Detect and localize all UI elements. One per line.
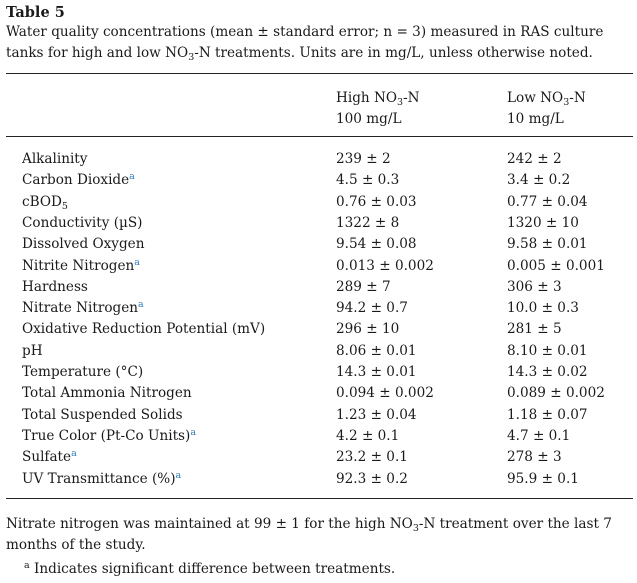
row-label	[22, 341, 43, 362]
cell-low: 8.10 ± 0.01	[507, 343, 588, 359]
cell-low: 95.9 ± 0.1	[507, 471, 579, 487]
row-label-text: Nitrite Nitrogen	[22, 258, 135, 274]
footnote-marker[interactable]: a	[175, 470, 182, 481]
cell-high: 94.2 ± 0.7	[336, 300, 408, 316]
cell-high: 296 ± 10	[336, 321, 400, 337]
row-label-text: Oxidative Reduction Potential (mV)	[22, 321, 266, 337]
row-label-text: UV Transmittance (%)	[22, 471, 176, 487]
cell-low: 14.3 ± 0.02	[507, 364, 588, 380]
row-label	[22, 149, 87, 170]
cell-high: 239 ± 2	[336, 151, 391, 167]
column-name: High NO	[336, 90, 398, 106]
note-part: Nitrate nitrogen was maintained at 99 ± 1 for the high NO	[6, 516, 413, 532]
cell-low: 10.0 ± 0.3	[507, 300, 579, 316]
note-part: -N treatment over the last 7 months of the study.	[6, 516, 612, 553]
row-label-text: Carbon Dioxide	[22, 172, 130, 188]
row-label	[22, 277, 88, 298]
cell-high: 0.76 ± 0.03	[336, 194, 417, 210]
caption-part: -N treatments. Units are in mg/L, unless otherwise noted.	[194, 45, 593, 61]
column-dose: 10 mg/L	[507, 111, 564, 127]
column-name: -N	[569, 90, 586, 106]
cell-high: 4.2 ± 0.1	[336, 428, 400, 444]
cell-low: 4.7 ± 0.1	[507, 428, 571, 444]
table-note	[6, 514, 634, 556]
top-rule	[6, 73, 633, 74]
cell-low: 0.005 ± 0.001	[507, 258, 605, 274]
cell-low: 306 ± 3	[507, 279, 562, 295]
footnote	[24, 559, 395, 580]
header-rule	[6, 136, 633, 137]
row-label-text: pH	[22, 343, 43, 359]
column-header-low	[507, 88, 586, 130]
cell-high: 4.5 ± 0.3	[336, 172, 400, 188]
row-label	[22, 383, 192, 404]
footnote-marker[interactable]: a	[129, 171, 135, 182]
column-name-subscript: 3	[563, 97, 570, 108]
row-label	[22, 170, 135, 191]
row-label-text: Hardness	[22, 279, 88, 295]
cell-low: 0.089 ± 0.002	[507, 385, 605, 401]
bottom-rule	[6, 498, 633, 499]
column-name: Low NO	[507, 90, 564, 106]
cell-high: 14.3 ± 0.01	[336, 364, 417, 380]
cell-low: 9.58 ± 0.01	[507, 236, 588, 252]
cell-low: 1320 ± 10	[507, 215, 579, 231]
cell-high: 23.2 ± 0.1	[336, 449, 408, 465]
row-label-subscript: 5	[61, 201, 68, 212]
row-label	[22, 213, 142, 234]
cell-low: 278 ± 3	[507, 449, 562, 465]
row-label-text: True Color (Pt-Co Units)	[22, 428, 191, 444]
footnote-marker[interactable]: a	[190, 427, 197, 438]
cell-high: 8.06 ± 0.01	[336, 343, 417, 359]
cell-low: 0.77 ± 0.04	[507, 194, 588, 210]
row-label	[22, 192, 68, 213]
table-caption	[6, 22, 634, 64]
cell-low: 1.18 ± 0.07	[507, 407, 588, 423]
cell-high: 0.013 ± 0.002	[336, 258, 434, 274]
column-header-high	[336, 88, 420, 130]
row-label	[22, 234, 144, 255]
note-subscript: 3	[412, 523, 419, 534]
row-label-text: Alkalinity	[22, 151, 88, 167]
footnote-marker[interactable]: a	[138, 299, 144, 310]
row-label	[22, 298, 144, 319]
footnote-mark: a	[24, 560, 30, 571]
row-label-text: Temperature (°C)	[22, 364, 144, 380]
row-label	[22, 426, 196, 447]
column-dose: 100 mg/L	[336, 111, 402, 127]
row-label-text: Total Suspended Solids	[22, 407, 183, 423]
footnote-text: Indicates significant difference between treatments.	[29, 561, 396, 577]
cell-high: 9.54 ± 0.08	[336, 236, 417, 252]
footnote-marker[interactable]: a	[134, 257, 140, 268]
cell-low: 242 ± 2	[507, 151, 562, 167]
row-label-text: Sulfate	[22, 449, 72, 465]
row-label	[22, 256, 140, 277]
row-label	[22, 405, 183, 426]
cell-high: 1322 ± 8	[336, 215, 400, 231]
cell-high: 92.3 ± 0.2	[336, 471, 408, 487]
column-name: -N	[403, 90, 420, 106]
row-label-text: Conductivity (µS)	[22, 215, 143, 231]
caption-part: Water quality concentrations (mean ± standard error; n = 3) measured in RAS culture tanks for high and low NO	[6, 24, 604, 61]
row-label	[22, 447, 77, 468]
table-label: Table 5	[6, 4, 65, 21]
column-name-subscript: 3	[397, 97, 404, 108]
row-label-text: cBOD	[22, 194, 62, 210]
cell-low: 281 ± 5	[507, 321, 562, 337]
cell-high: 289 ± 7	[336, 279, 391, 295]
cell-high: 0.094 ± 0.002	[336, 385, 434, 401]
row-label-text: Nitrate Nitrogen	[22, 300, 139, 316]
caption-subscript: 3	[188, 52, 195, 63]
row-label-text: Total Ammonia Nitrogen	[22, 385, 192, 401]
row-label	[22, 469, 181, 490]
cell-low: 3.4 ± 0.2	[507, 172, 571, 188]
footnote-marker[interactable]: a	[71, 448, 77, 459]
cell-high: 1.23 ± 0.04	[336, 407, 417, 423]
row-label	[22, 319, 265, 340]
row-label	[22, 362, 143, 383]
row-label-text: Dissolved Oxygen	[22, 236, 145, 252]
